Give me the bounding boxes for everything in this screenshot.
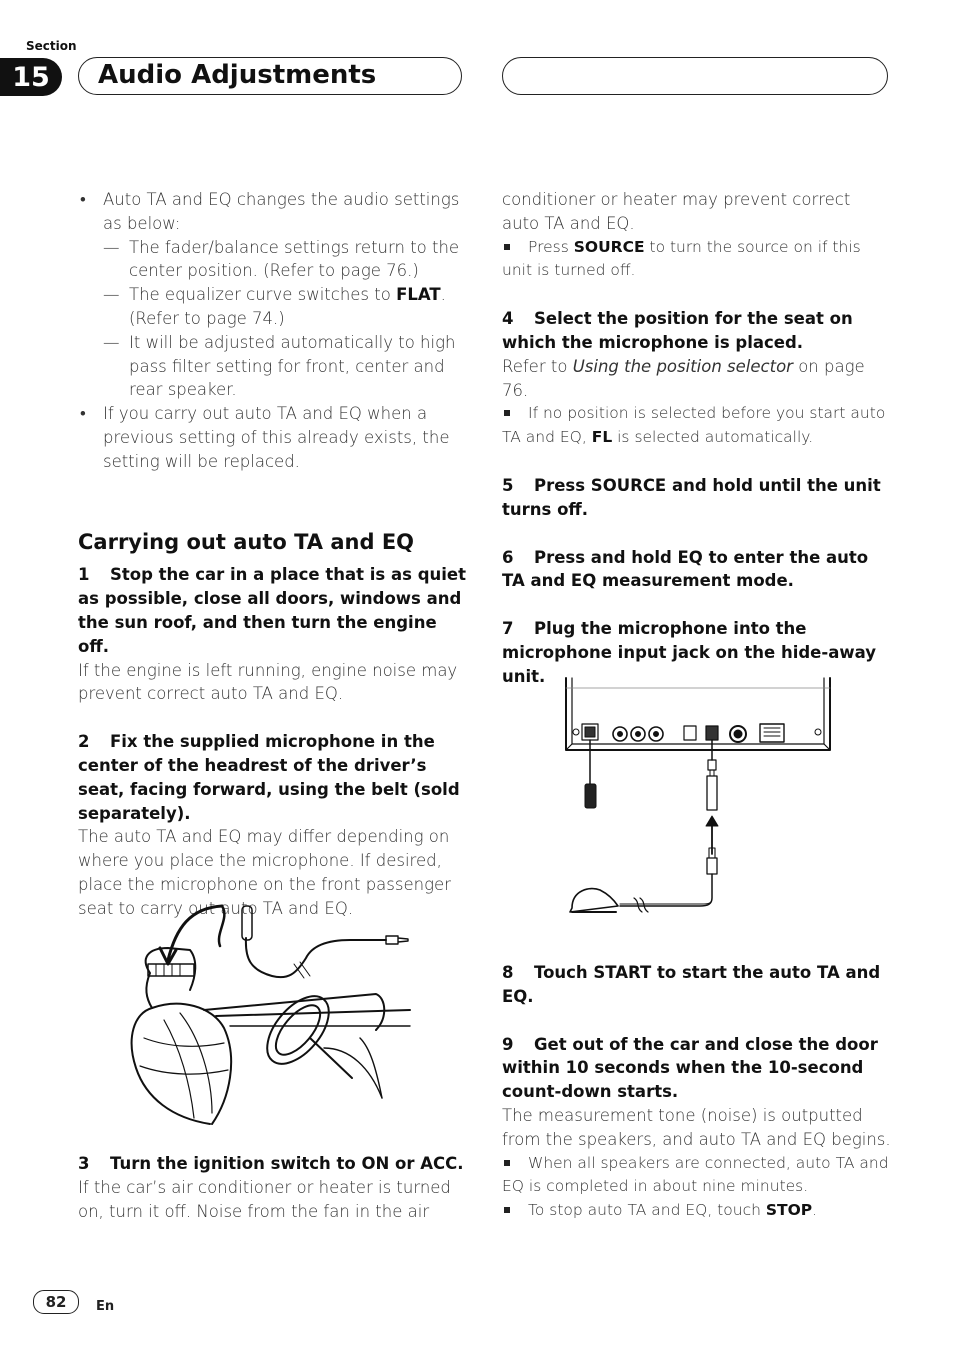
- step-3: 3 Turn the ignition switch to ON or ACC.: [78, 1154, 464, 1173]
- note-item: Press SOURCE to turn the source on if this unit is turned off.: [502, 237, 861, 280]
- header-right-frame: [502, 57, 888, 95]
- language-code: En: [96, 1299, 115, 1314]
- step-8: 8 Touch START to start the auto TA and EQ.: [502, 963, 881, 1006]
- section-heading: Carrying out auto TA and EQ: [78, 529, 415, 554]
- dash-item: — The equalizer curve switches to FLAT. (Refer to page 74.): [103, 285, 446, 328]
- step-2: 2 Fix the supplied microphone in the center of the headrest of the driver’s seat, facing forward, using the belt (sold separately).: [78, 732, 460, 823]
- step-2-body: The auto TA and EQ may differ depending on where you place the microphone. If desired, place the microphone on the front passenger seat to carry out auto TA and EQ.: [78, 827, 451, 918]
- dash-item: — It will be adjusted automatically to high pass filter setting for front, center and rear speaker.: [103, 332, 456, 400]
- right-column: [502, 188, 892, 689]
- note-item: To stop auto TA and EQ, touch STOP.: [502, 1199, 892, 1223]
- section-label: Section: [26, 39, 77, 53]
- step-7: 7 Plug the microphone into the microphone input jack on the hide-away unit.: [502, 619, 876, 686]
- note-item: When all speakers are connected, auto TA and EQ is completed in about nine minutes.: [502, 1153, 889, 1196]
- step-9-body: The measurement tone (noise) is outputted from the speakers, and auto TA and EQ begins.: [502, 1105, 891, 1149]
- hide-away-unit-illustration: [560, 676, 835, 922]
- bullet-item: • Auto TA and EQ changes the audio settings as below:: [80, 190, 460, 233]
- microphone-headrest-illustration: [120, 898, 420, 1126]
- step-1: 1 Stop the car in a place that is as quiet as possible, close all doors, windows and the sun roof, and then turn the engine off.: [78, 565, 466, 656]
- step-3-body: If the car’s air conditioner or heater is turned on, turn it off. Noise from the fan in the air: [78, 1177, 451, 1221]
- step-9: 9 Get out of the car and close the door within 10 seconds when the 10-second count-down starts.: [502, 1034, 878, 1102]
- step-4-body: Refer to Using the position selector on page 76.: [502, 356, 865, 400]
- left-column: [78, 188, 466, 921]
- step-5: 5 Press SOURCE and hold until the unit turns off.: [502, 475, 881, 519]
- page-title: Audio Adjustments: [98, 60, 377, 90]
- section-number: 15: [0, 58, 62, 96]
- right-column-bottom: [502, 961, 892, 1223]
- step-1-body: If the engine is left running, engine noise may prevent correct auto TA and EQ.: [78, 660, 458, 704]
- dash-item: — The fader/balance settings return to the center position. (Refer to page 76.): [103, 237, 460, 281]
- page-number: 82: [33, 1290, 79, 1314]
- left-column-bottom: [78, 1152, 466, 1223]
- step-4: 4 Select the position for the seat on which the microphone is placed.: [502, 309, 853, 352]
- step-6: 6 Press and hold EQ to enter the auto TA and EQ measurement mode.: [502, 547, 869, 591]
- bullet-item: • If you carry out auto TA and EQ when a previous setting of this already exists, the setting will be replaced.: [80, 404, 450, 471]
- step-3-continued: conditioner or heater may prevent correct auto TA and EQ.: [502, 190, 851, 233]
- note-item: If no position is selected before you start auto TA and EQ, FL is selected automatically.: [502, 404, 886, 447]
